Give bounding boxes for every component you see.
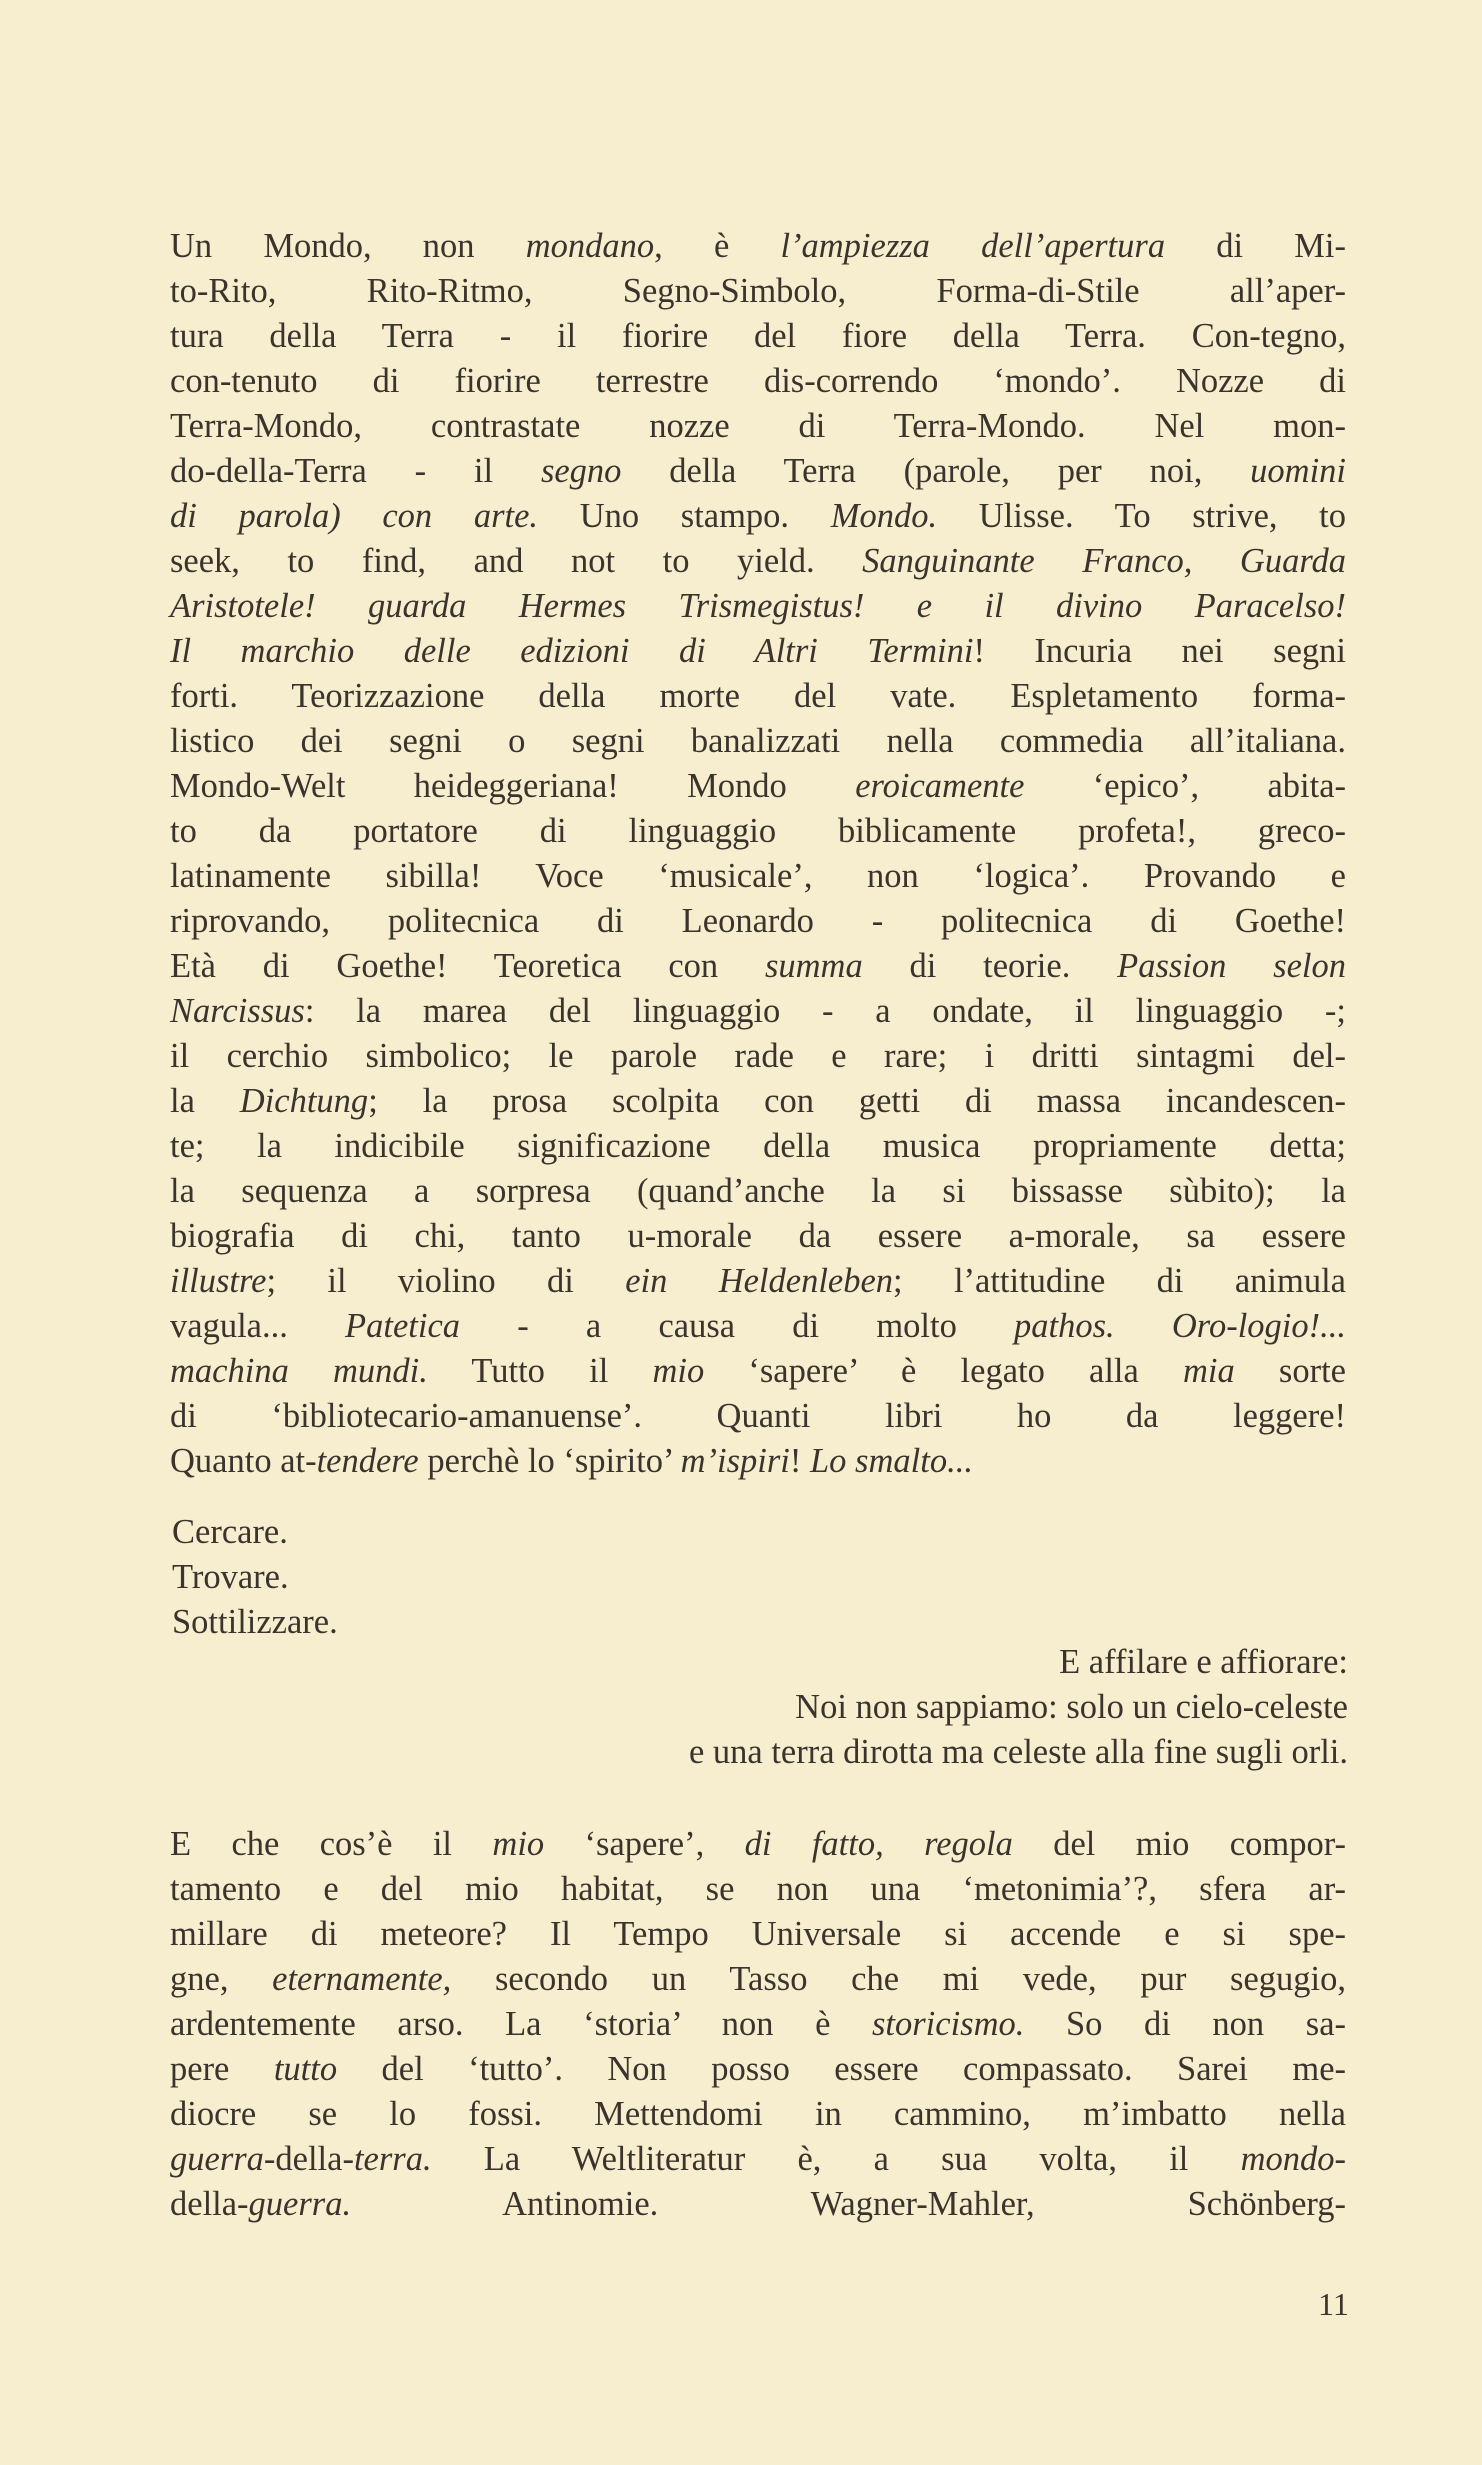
text-line <box>170 1439 1346 1484</box>
text-line <box>170 854 1346 899</box>
text-line <box>170 2002 1346 2047</box>
text-line <box>170 584 1346 629</box>
text-run: -della- <box>263 2140 354 2178</box>
text-run: della- <box>170 2185 249 2223</box>
text-run: con-tenuto di fiorire terrestre dis-correndo ‘mondo’. Nozze di <box>170 362 1346 400</box>
text-line <box>170 1867 1346 1912</box>
short-lines-block <box>172 1510 338 1645</box>
text-run: E che cos’è il <box>170 1825 493 1863</box>
text-line <box>170 494 1346 539</box>
text-run: ‘epico’, abita- <box>1024 767 1346 805</box>
text-run: Età di Goethe! Teoretica con <box>170 947 765 985</box>
text-line <box>170 1912 1346 1957</box>
italic-run: tutto <box>273 2050 338 2088</box>
text-line <box>170 1304 1346 1349</box>
text-run: ; la prosa scolpita con getti di massa incandescen- <box>368 1082 1346 1120</box>
italic-run: di fatto, regola <box>744 1825 1013 1863</box>
text-run: ; l’attitudine di animula <box>893 1262 1346 1300</box>
text-line <box>170 1957 1346 2002</box>
text-run: diocre se lo fossi. Mettendomi in cammino, m’imbatto nella <box>170 2095 1346 2133</box>
italic-run: mio <box>492 1825 545 1863</box>
text-run: forti. Teorizzazione della morte del vate. Espletamento forma- <box>170 677 1346 715</box>
italic-run: Passion selon <box>1117 947 1347 985</box>
text-line <box>170 1034 1346 1079</box>
text-run: So di non sa- <box>1024 2005 1346 2043</box>
text-run: Terra-Mondo, contrastate nozze di Terra-Mondo. Nel mon- <box>170 407 1346 445</box>
text-run: pere <box>170 2050 274 2088</box>
text-line <box>170 2137 1346 2182</box>
italic-run: Dichtung <box>239 1082 369 1120</box>
text-line <box>170 764 1346 809</box>
italic-run: segno <box>540 452 622 490</box>
text-line <box>170 1822 1346 1867</box>
text-line <box>170 1124 1346 1169</box>
text-run: di Mi- <box>1165 227 1346 265</box>
text-run: la sequenza a sorpresa (quand’anche la si bissasse sùbito); la <box>170 1172 1346 1210</box>
short-line: Cercare. <box>172 1513 288 1551</box>
text-run: ; il violino di <box>266 1262 626 1300</box>
verse-line: e una terra dirotta ma celeste alla fine sugli orli. <box>688 1733 1348 1771</box>
text-line <box>170 629 1346 674</box>
text-line <box>170 1259 1346 1304</box>
text-run: latinamente sibilla! Voce ‘musicale’, non ‘logica’. Provando e <box>170 857 1346 895</box>
text-run: sorte <box>1234 1352 1346 1390</box>
text-run: perchè lo ‘spirito’ <box>418 1442 681 1480</box>
italic-run: Aristotele! guarda Hermes Trismegistus! e il divino Paracelso! <box>170 587 1346 625</box>
page-number: 11 <box>1318 2286 1349 2322</box>
italic-run: Patetica <box>345 1307 461 1345</box>
text-run: , è <box>654 227 781 265</box>
text-line <box>170 359 1346 404</box>
verse-line: E affilare e affiorare: <box>1059 1643 1348 1681</box>
text-run: ‘sapere’, <box>544 1825 745 1863</box>
italic-run: mondano <box>525 227 655 265</box>
verse-line: Noi non sappiamo: solo un cielo-celeste <box>795 1688 1348 1726</box>
text-line <box>170 314 1346 359</box>
text-run: di teorie. <box>862 947 1118 985</box>
italic-run: di parola) con arte. <box>170 497 539 535</box>
italic-run: mia <box>1182 1352 1235 1390</box>
text-run: ‘sapere’ è legato alla <box>704 1352 1183 1390</box>
text-line <box>170 719 1346 764</box>
text-run: di ‘bibliotecario-amanuense’. Quanti libri ho da leggere! <box>170 1397 1346 1435</box>
text-line <box>170 944 1346 989</box>
italic-run: storicismo. <box>871 2005 1025 2043</box>
italic-run: pathos. Oro-logio!... <box>1014 1307 1346 1345</box>
text-run: ! <box>789 1442 810 1480</box>
paragraph-2 <box>170 1822 1346 2227</box>
text-line <box>170 1169 1346 1214</box>
verse-block <box>689 1640 1348 1775</box>
text-run: to da portatore di linguaggio biblicamente profeta!, greco- <box>170 812 1346 850</box>
text-run: Mondo-Welt heideggeriana! Mondo <box>170 767 856 805</box>
text-run: La Weltliteratur è, a sua volta, il <box>431 2140 1241 2178</box>
text-line <box>170 539 1346 584</box>
short-line: Trovare. <box>172 1558 289 1596</box>
italic-run: l’ampiezza dell’apertura <box>780 227 1166 265</box>
italic-run: m’ispiri <box>680 1442 790 1480</box>
text-run: ! Incuria nei segni <box>973 632 1346 670</box>
italic-run: Il marchio delle edizioni di Altri Termini <box>170 632 974 670</box>
text-run: Un Mondo, non <box>170 227 526 265</box>
text-run: : la marea del linguaggio - a ondate, il linguaggio -; <box>304 992 1346 1030</box>
italic-run: uomini <box>1250 452 1347 490</box>
italic-run: mio <box>652 1352 705 1390</box>
italic-run: mondo- <box>1240 2140 1346 2178</box>
text-run: millare di meteore? Il Tempo Universale si accende e si spe- <box>170 1915 1346 1953</box>
text-run: ardentemente arso. La ‘storia’ non è <box>170 2005 872 2043</box>
text-line <box>170 1214 1346 1259</box>
italic-run: eternamente, <box>272 1960 452 1998</box>
italic-run: guerra <box>170 2140 264 2178</box>
text-run: secondo un Tasso che mi vede, pur segugio, <box>451 1960 1346 1998</box>
italic-run: Narcissus <box>170 992 305 1030</box>
italic-run: machina mundi. <box>170 1352 428 1390</box>
italic-run: illustre <box>170 1262 267 1300</box>
italic-run: guerra. <box>248 2185 352 2223</box>
text-line <box>170 2092 1346 2137</box>
text-run: te; la indicibile significazione della musica propriamente detta; <box>170 1127 1346 1165</box>
text-run: gne, <box>170 1960 273 1998</box>
text-run: del ‘tutto’. Non posso essere compassato. Sarei me- <box>337 2050 1346 2088</box>
text-run: della Terra (parole, per noi, <box>621 452 1251 490</box>
italic-run: Lo smalto... <box>810 1442 973 1480</box>
text-line <box>170 2047 1346 2092</box>
italic-run: summa <box>764 947 863 985</box>
text-line <box>170 989 1346 1034</box>
text-run: Uno stampo. <box>538 497 831 535</box>
text-run: biografia di chi, tanto u-morale da essere a-morale, sa essere <box>170 1217 1346 1255</box>
italic-run: eroicamente <box>855 767 1025 805</box>
text-line <box>170 674 1346 719</box>
text-line <box>170 269 1346 314</box>
text-line <box>170 1079 1346 1124</box>
italic-run: terra. <box>353 2140 432 2178</box>
text-run: tamento e del mio habitat, se non una ‘metonimia’?, sfera ar- <box>170 1870 1346 1908</box>
text-line <box>170 404 1346 449</box>
text-run: Tutto il <box>427 1352 653 1390</box>
italic-run: tendere <box>316 1442 419 1480</box>
text-line <box>170 809 1346 854</box>
italic-run: ein Heldenleben <box>625 1262 894 1300</box>
text-line <box>170 449 1346 494</box>
text-run: do-della-Terra - il <box>170 452 541 490</box>
text-run: il cerchio simbolico; le parole rade e rare; i dritti sintagmi del- <box>170 1037 1346 1075</box>
text-run: vagula... <box>170 1307 346 1345</box>
text-run: riprovando, politecnica di Leonardo - politecnica di Goethe! <box>170 902 1346 940</box>
text-run: Ulisse. To strive, to <box>937 497 1346 535</box>
text-line <box>170 224 1346 269</box>
paragraph-1 <box>170 224 1346 1484</box>
text-run: Quanto at- <box>170 1442 317 1480</box>
text-run: - a causa di molto <box>460 1307 1015 1345</box>
italic-run: Sanguinante Franco, Guarda <box>862 542 1346 580</box>
text-run: tura della Terra - il fiorire del fiore della Terra. Con-tegno, <box>170 317 1346 355</box>
text-run: listico dei segni o segni banalizzati nella commedia all’italiana. <box>170 722 1346 760</box>
italic-run: Mondo. <box>830 497 938 535</box>
text-line <box>170 1394 1346 1439</box>
text-run: to-Rito, Rito-Ritmo, Segno-Simbolo, Forma-di-Stile all’aper- <box>170 272 1346 310</box>
text-run: del mio compor- <box>1012 1825 1346 1863</box>
text-run: Antinomie. Wagner-Mahler, Schönberg- <box>351 2185 1346 2223</box>
text-run: la <box>170 1082 240 1120</box>
text-line <box>170 1349 1346 1394</box>
text-line <box>170 899 1346 944</box>
text-line <box>170 2182 1346 2227</box>
short-line: Sottilizzare. <box>172 1603 338 1641</box>
text-run: seek, to find, and not to yield. <box>170 542 863 580</box>
